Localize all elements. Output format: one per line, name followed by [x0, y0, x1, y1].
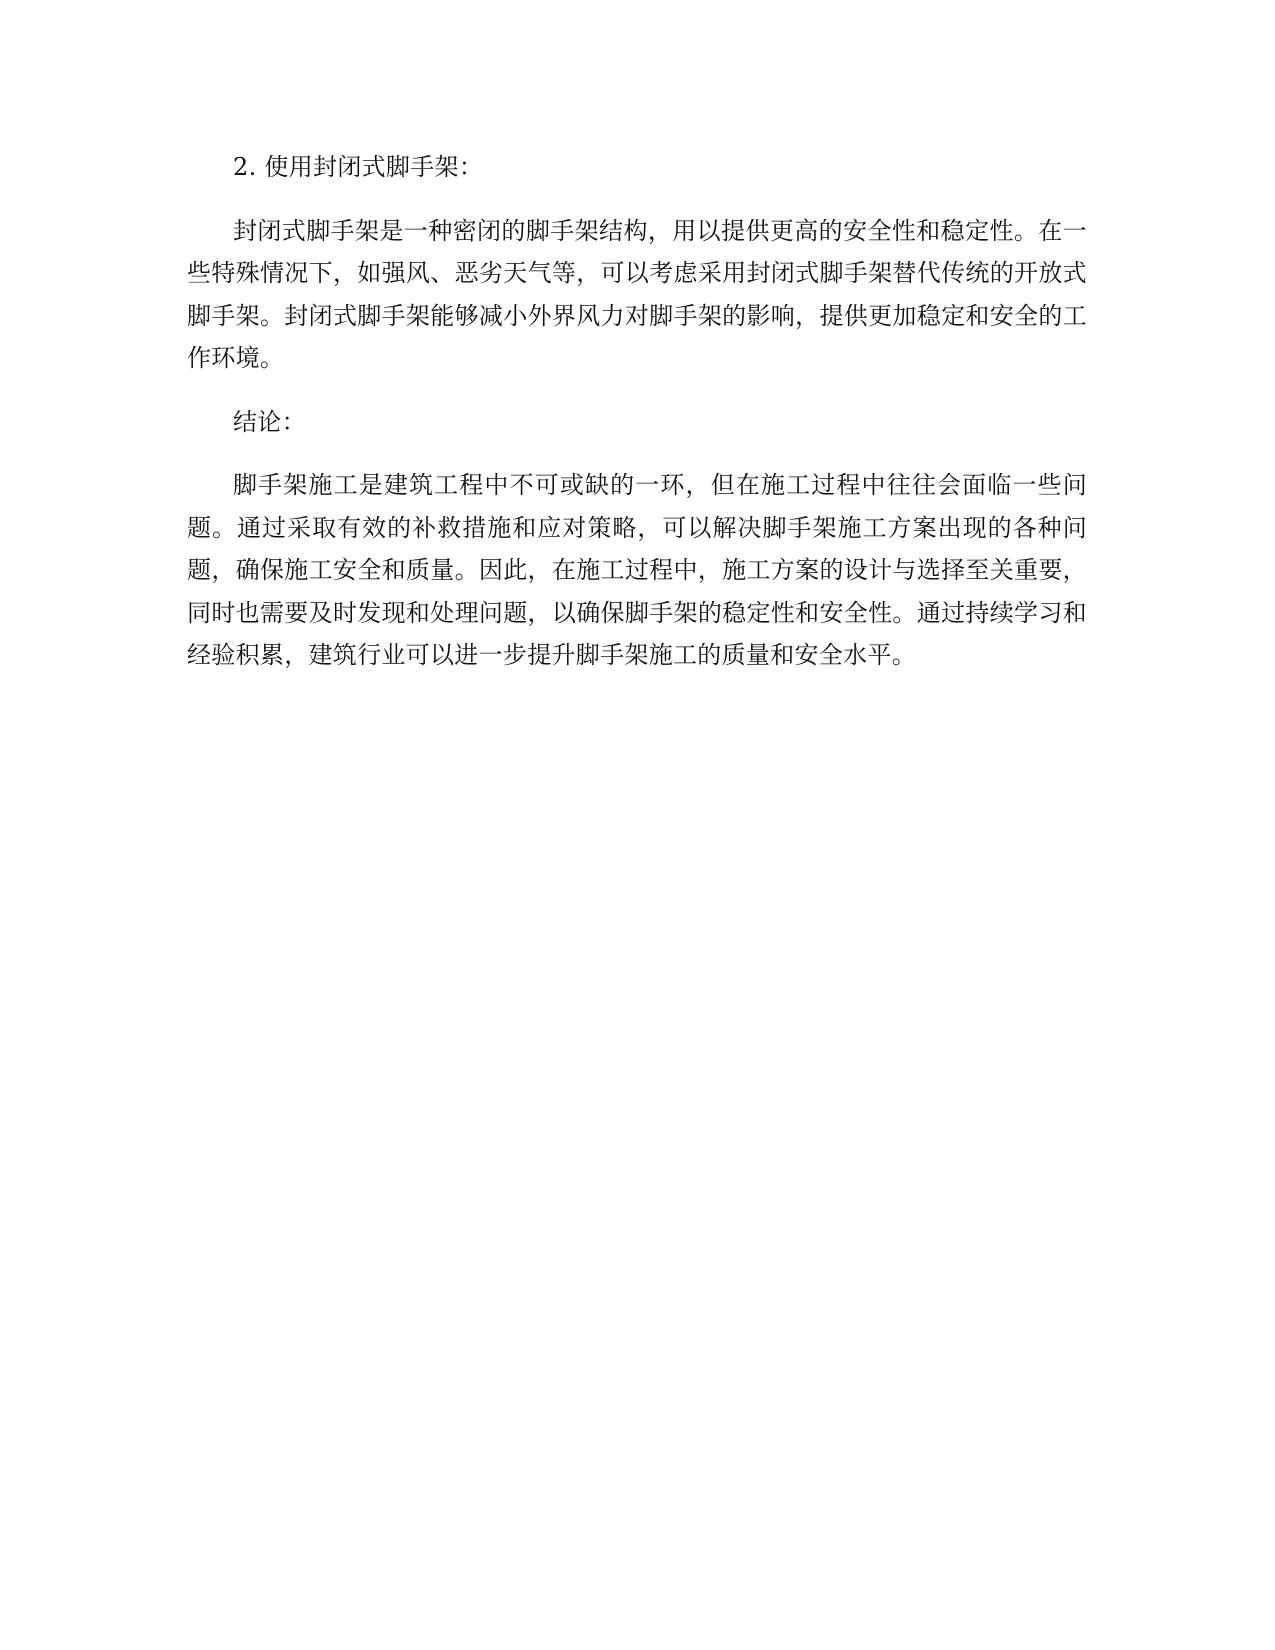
section-heading-conclusion: 结论： — [233, 407, 306, 436]
paragraph-enclosed-scaffold: 封闭式脚手架是一种密闭的脚手架结构，用以提供更高的安全性和稳定性。在一些特殊情况下，如强风、恶劣天气等，可以考虑采用封闭式脚手架替代传统的开放式脚手架。封闭式脚手架能够减小外界风力对脚手架的影响，提供更加稳定和安全的工作环境。 — [187, 216, 1087, 372]
section-heading-enclosed-scaffold: 2. 使用封闭式脚手架： — [233, 153, 484, 181]
document-body — [187, 146, 1087, 698]
paragraph-conclusion: 脚手架施工是建筑工程中不可或缺的一环，但在施工过程中往往会面临一些问题。通过采取有效的补救措施和应对策略，可以解决脚手架施工方案出现的各种问题，确保施工安全和质量。因此，在施工过程中，施工方案的设计与选择至关重要，同时也需要及时发现和处理问题，以确保脚手架的稳定性和安全性。通过持续学习和经验积累，建筑行业可以进一步提升脚手架施工的质量和安全水平。 — [187, 471, 1087, 669]
